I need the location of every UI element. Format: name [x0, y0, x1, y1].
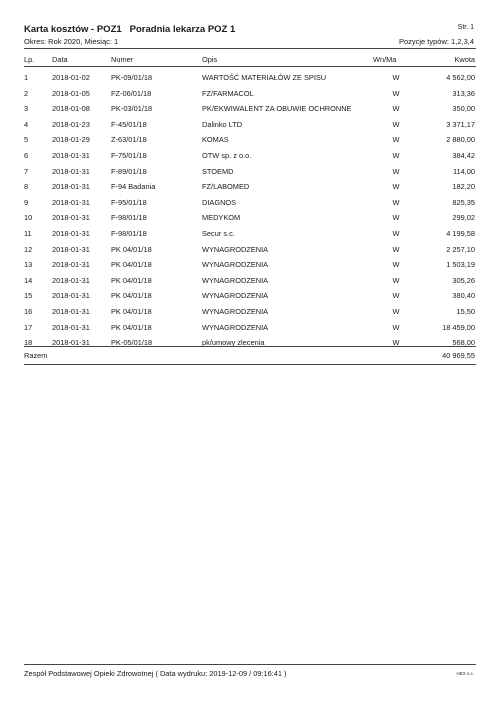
cell-wnma: W — [392, 291, 400, 301]
cell-opis: Secur s.c. — [202, 229, 235, 238]
cell-wnma: W — [392, 104, 400, 114]
table-row — [0, 151, 500, 165]
table-row — [0, 291, 500, 305]
cell-opis: WYNAGRODZENIA — [202, 244, 269, 254]
cell-opis: WYNAGRODZENIA — [202, 307, 269, 316]
cell-opis: WARTOŚĆ MATERIAŁÓW ZE SPISU — [202, 73, 327, 82]
cell-wnma: W — [392, 135, 400, 145]
total-value: 40 969,55 — [442, 351, 475, 360]
cell-wnma: W — [392, 307, 400, 316]
cell-data: 2018-01-31 — [52, 291, 90, 301]
cell-wnma: W — [392, 197, 400, 207]
cell-kwota: 305,26 — [452, 275, 475, 285]
cell-kwota: 350,00 — [452, 104, 475, 114]
table-row — [0, 89, 500, 103]
table-row — [0, 167, 500, 181]
cell-lp: 5 — [24, 135, 29, 145]
footer-text: Zespół Podstawowej Opieki Zdrowotnej ( Data wydruku: 2019-12-09 / 09:16:41 ) — [24, 669, 287, 678]
cell-numer: FZ-06/01/18 — [111, 88, 152, 98]
cell-numer: F-98/01/18 — [111, 229, 147, 238]
table-row — [0, 260, 500, 274]
cell-kwota: 299,02 — [452, 213, 475, 223]
cell-data: 2018-01-31 — [52, 197, 90, 207]
cell-opis: STOEMD — [202, 166, 234, 176]
cell-wnma: W — [392, 229, 400, 238]
cell-wnma: W — [392, 322, 400, 332]
cell-lp: 2 — [24, 88, 29, 98]
cell-wnma: W — [392, 151, 400, 160]
cell-data: 2018-01-31 — [52, 322, 90, 332]
cell-kwota: 2 880,00 — [446, 135, 475, 145]
cell-numer: F-75/01/18 — [111, 151, 147, 160]
column-header-opis: Opis — [202, 55, 218, 64]
cell-data: 2018-01-31 — [52, 166, 90, 176]
cell-lp: 13 — [24, 260, 33, 270]
cell-lp: 3 — [24, 104, 29, 114]
cell-data: 2018-01-31 — [52, 229, 90, 238]
cell-numer: F-89/01/18 — [111, 166, 147, 176]
page-number: Str. 1 — [457, 24, 474, 31]
cell-kwota: 15,50 — [456, 307, 475, 316]
cell-lp: 16 — [24, 307, 33, 316]
table-row — [0, 104, 500, 118]
cell-numer: F-95/01/18 — [111, 197, 147, 207]
cell-data: 2018-01-05 — [52, 88, 90, 98]
cell-wnma: W — [392, 260, 400, 270]
cell-lp: 4 — [24, 119, 29, 129]
cell-wnma: W — [392, 119, 400, 129]
cell-lp: 11 — [24, 229, 32, 238]
cell-opis: FZ/FARMACOL — [202, 88, 254, 98]
table-row — [0, 245, 500, 259]
cell-data: 2018-01-31 — [52, 260, 90, 270]
cell-kwota: 4 199,58 — [446, 229, 475, 238]
cell-lp: 18 — [24, 338, 33, 348]
cell-kwota: 384,42 — [452, 151, 475, 160]
cell-kwota: 825,35 — [452, 197, 475, 207]
table-row — [0, 198, 500, 212]
table-row — [0, 182, 500, 196]
cell-data: 2018-01-31 — [52, 213, 90, 223]
table-row — [0, 135, 500, 149]
cell-numer: PK 04/01/18 — [111, 275, 152, 285]
cell-numer: F-94 Badania — [111, 182, 156, 192]
cell-opis: OTW sp. z o.o. — [202, 151, 252, 160]
report-title: Karta kosztów - POZ1 — [24, 24, 122, 35]
cell-lp: 1 — [24, 73, 29, 82]
cell-wnma: W — [392, 182, 400, 192]
cell-data: 2018-01-31 — [52, 244, 90, 254]
cell-lp: 15 — [24, 291, 33, 301]
cell-kwota: 4 562,00 — [446, 73, 475, 82]
cell-numer: F-98/01/18 — [111, 213, 147, 223]
table-row — [0, 120, 500, 134]
cell-numer: PK-05/01/18 — [111, 338, 153, 348]
cell-opis: FZ/LABOMED — [202, 182, 250, 192]
cell-kwota: 3 371,17 — [446, 119, 475, 129]
cell-kwota: 380,40 — [452, 291, 475, 301]
cell-opis: DIAGNOS — [202, 197, 237, 207]
cell-wnma: W — [392, 73, 400, 82]
cell-kwota: 18 459,00 — [442, 322, 475, 332]
cell-wnma: W — [392, 88, 400, 98]
cell-wnma: W — [392, 213, 400, 223]
cell-lp: 12 — [24, 244, 33, 254]
cell-kwota: 1 503,19 — [446, 260, 475, 270]
cell-data: 2018-01-31 — [52, 182, 90, 192]
cell-opis: Dalinko LTD — [202, 119, 243, 129]
footer-divider — [24, 664, 476, 665]
cell-numer: F-45/01/18 — [111, 119, 147, 129]
cell-numer: PK 04/01/18 — [111, 260, 152, 270]
cell-kwota: 114,00 — [452, 166, 475, 176]
column-header-lp: Lp. — [24, 55, 35, 64]
column-header-kwota: Kwota — [454, 55, 475, 64]
cell-opis: PK/EKWIWALENT ZA OBUWIE OCHRONNE — [202, 104, 352, 114]
cell-data: 2018-01-31 — [52, 151, 90, 160]
cell-numer: PK 04/01/18 — [111, 244, 152, 254]
cell-kwota: 182,20 — [452, 182, 475, 192]
table-row — [0, 323, 500, 337]
header-divider-top — [24, 48, 476, 49]
cell-opis: pk/umowy zlecenia — [202, 338, 265, 348]
table-row — [0, 213, 500, 227]
total-label: Razem — [24, 351, 48, 360]
cell-numer: Z-63/01/18 — [111, 135, 147, 145]
total-divider-top — [24, 346, 476, 347]
cell-data: 2018-01-02 — [52, 73, 90, 82]
cell-numer: PK 04/01/18 — [111, 291, 152, 301]
cell-opis: WYNAGRODZENIA — [202, 322, 269, 332]
cell-lp: 10 — [24, 213, 33, 223]
cell-lp: 8 — [24, 182, 29, 192]
cell-opis: WYNAGRODZENIA — [202, 260, 269, 270]
cell-opis: KOMAS — [202, 135, 229, 145]
cell-kwota: 568,00 — [452, 338, 475, 348]
clinic-name: Poradnia lekarza POZ 1 — [129, 24, 236, 35]
cell-numer: PK 04/01/18 — [111, 322, 152, 332]
cell-lp: 14 — [24, 275, 33, 285]
cell-lp: 17 — [24, 322, 33, 332]
cell-lp: 9 — [24, 197, 29, 207]
cell-wnma: W — [392, 275, 400, 285]
cell-lp: 7 — [24, 166, 29, 176]
document-title — [24, 24, 235, 35]
cell-data: 2018-01-31 — [52, 307, 90, 316]
table-row — [0, 307, 500, 321]
cell-opis: WYNAGRODZENIA — [202, 275, 269, 285]
cell-numer: PK-09/01/18 — [111, 73, 153, 82]
cell-kwota: 2 257,10 — [446, 244, 475, 254]
cell-opis: WYNAGRODZENIA — [202, 291, 269, 301]
cell-kwota: 313,36 — [452, 88, 475, 98]
table-row — [0, 73, 500, 87]
table-row — [0, 229, 500, 243]
column-header-numer: Numer — [111, 55, 134, 64]
period-label: Okres: Rok 2020, Miesiąc: 1 — [24, 37, 119, 46]
cell-data: 2018-01-23 — [52, 119, 90, 129]
header-divider-bottom — [24, 66, 476, 67]
cell-numer: PK-03/01/18 — [111, 104, 153, 114]
cell-wnma: W — [392, 244, 400, 254]
total-divider-bottom — [24, 364, 476, 365]
cell-data: 2018-01-31 — [52, 275, 90, 285]
position-types-label: Pozycje typów: 1,2,3,4 — [398, 37, 474, 46]
footer-brand: HEX s.c. — [456, 671, 474, 676]
column-header-data: Data — [52, 55, 68, 64]
cell-data: 2018-01-29 — [52, 135, 90, 145]
cell-opis: MEDYKOM — [202, 213, 241, 223]
cell-data: 2018-01-31 — [52, 338, 90, 348]
cell-numer: PK 04/01/18 — [111, 307, 152, 316]
table-row — [0, 276, 500, 290]
cell-data: 2018-01-08 — [52, 104, 90, 114]
cell-wnma: W — [392, 338, 400, 348]
cell-lp: 6 — [24, 151, 29, 160]
column-header-wnma: Wn/Ma — [373, 55, 397, 64]
cell-wnma: W — [392, 166, 400, 176]
